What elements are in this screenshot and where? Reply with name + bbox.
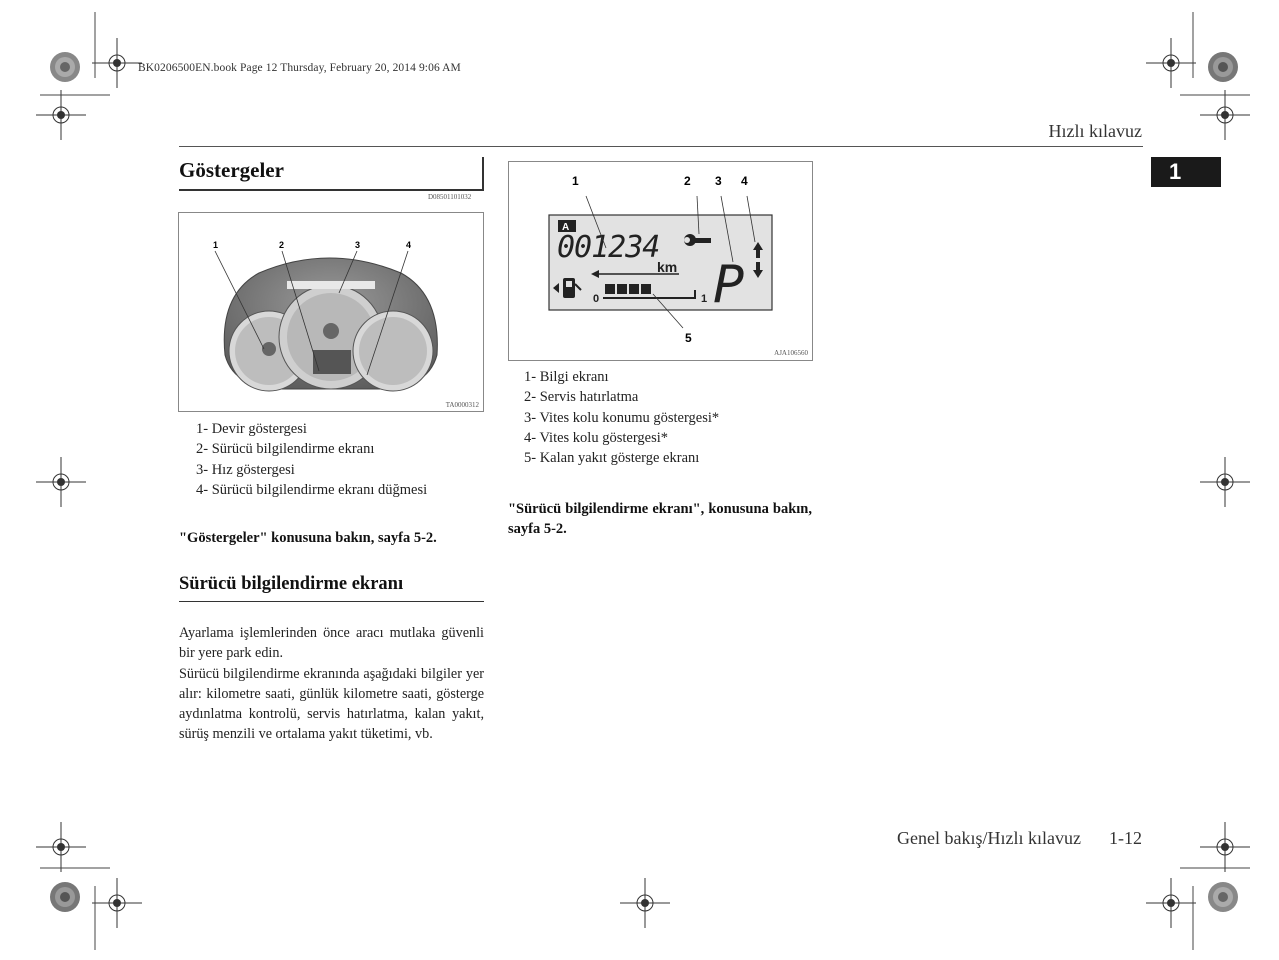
gear-position: P (713, 255, 745, 315)
footer-section: Genel bakış/Hızlı kılavuz (897, 828, 1081, 848)
fuel-gauge-segment (605, 284, 615, 294)
title-rule (179, 189, 484, 191)
legend-item: 1- Devir göstergesi (196, 421, 307, 437)
callout-2: 2 (684, 174, 691, 188)
info-display-figure (508, 161, 813, 361)
page-number: 1-12 (1109, 828, 1142, 848)
print-slug: BK0206500EN.book Page 12 Thursday, February 20, 2014 9:06 AM (138, 62, 461, 74)
legend-item: 4- Sürücü bilgilendirme ekranı düğmesi (196, 481, 428, 498)
figure-code: TA0000312 (445, 401, 479, 409)
display-legend (524, 367, 719, 468)
legend-item: 3- Hız göstergesi (196, 461, 295, 478)
running-head: Hızlı kılavuz (1048, 121, 1142, 141)
fuel-gauge-segment (617, 284, 627, 294)
callout-4: 4 (741, 174, 748, 188)
legend-item: 5- Kalan yakıt gösterge ekranı (524, 450, 700, 467)
chapter-tab: 1 (1151, 157, 1221, 187)
fuel-gauge-segment (629, 284, 639, 294)
legend-item: 4- Vites kolu göstergesi* (524, 429, 668, 446)
cross-reference: "Göstergeler" konusuna bakın, sayfa 5-2. (179, 530, 437, 546)
figure-code: AJA106560 (774, 349, 808, 357)
header-rule (179, 146, 1143, 147)
callout-1: 1 (213, 240, 219, 250)
paragraph: Sürücü bilgilendirme ekranında aşağıdaki bilgiler yer alır: kilometre saati, günlük kilometre saati, gösterge aydınlatma kontrolü, servis hatırlatma, kalan yakıt, sürüş menzili ve ortalama yakıt tüketimi, vb. (179, 665, 484, 743)
cross-reference: "Sürücü bilgilendirme ekranı", konusuna bakın, sayfa 5-2. (508, 501, 812, 537)
trip-badge: A (562, 222, 570, 233)
title-rule-tick (482, 157, 484, 191)
paragraph: Ayarlama işlemlerinden önce aracı mutlaka güvenli bir yere park edin. (179, 625, 484, 662)
callout-5: 5 (685, 331, 692, 345)
legend-item: 1- Bilgi ekranı (524, 369, 609, 385)
fuel-scale-min: 0 (593, 293, 600, 305)
odometer-value: 001234 (557, 230, 660, 265)
legend-item: 2- Servis hatırlatma (524, 389, 639, 406)
legend-item: 3- Vites kolu konumu göstergesi* (524, 409, 720, 426)
callout-3: 3 (715, 174, 722, 188)
instrument-cluster-figure (178, 212, 484, 412)
distance-unit: km (657, 259, 678, 275)
section-title: Sürücü bilgilendirme ekranı (179, 574, 404, 594)
section-title: Göstergeler (179, 158, 284, 182)
callout-1: 1 (572, 174, 579, 188)
callout-2: 2 (279, 240, 285, 250)
title-rule (179, 601, 484, 602)
instrument-cluster-illustration (179, 213, 483, 411)
callout-3: 3 (355, 240, 361, 250)
info-display-illustration (509, 162, 812, 360)
page-footer (897, 828, 1142, 849)
fuel-scale-max: 1 (701, 293, 708, 305)
body-text (179, 623, 484, 745)
section-code: D08501101032 (428, 193, 472, 201)
cluster-legend (196, 419, 427, 500)
fuel-gauge-segment (641, 284, 651, 294)
legend-item: 2- Sürücü bilgilendirme ekranı (196, 441, 375, 458)
callout-4: 4 (406, 240, 412, 250)
